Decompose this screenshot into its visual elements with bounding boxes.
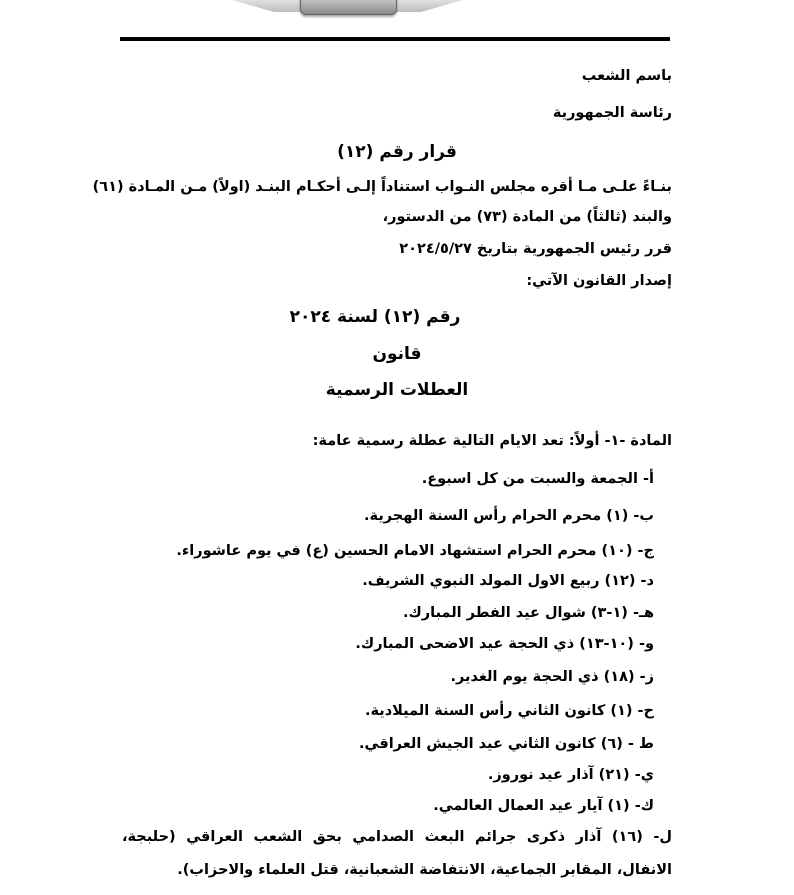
decree-preamble-line-2: والبند (ثالثاً) من المادة (٧٣) من الدستور، [382, 209, 672, 225]
law-type: قانون [372, 344, 422, 364]
header-people: باسم الشعب [581, 68, 672, 84]
decree-preamble-line-3: قرر رئيس الجمهورية بتاريخ ٢٠٢٤/٥/٢٧ [399, 241, 672, 257]
decree-preamble-line-4: إصدار القانون الآتي: [526, 273, 672, 289]
list-item: ب- (١) محرم الحرام رأس السنة الهجرية. [364, 508, 654, 524]
list-item: ك- (١) آيار عيد العمال العالمي. [433, 798, 654, 814]
law-name: العطلات الرسمية [325, 380, 469, 400]
header-rule [120, 37, 670, 41]
list-item: ط - (٦) كانون الثاني عيد الجيش العراقي. [359, 736, 654, 752]
decree-preamble-line-1: بنـاءً علـى مـا أقره مجلس النـواب استناداً إلـى أحكـام البنـد (اولاً) مـن المـادة (٦١) [92, 179, 672, 195]
list-item: د- (١٢) ربيع الاول المولد النبوي الشريف. [362, 573, 654, 589]
decree-title: قرار رقم (١٢) [337, 142, 457, 162]
header-tab-decoration-inner [300, 0, 397, 15]
list-item: ل- (١٦) آذار ذكرى جرائم البعث الصدامي بحق الشعب العراقي (حلبجة، [122, 829, 672, 845]
list-item-continuation: الانفال، المقابر الجماعية، الانتفاضة الشعبانية، قتل العلماء والاحزاب). [177, 862, 672, 878]
list-item: ج- (١٠) محرم الحرام استشهاد الامام الحسين (ع) في يوم عاشوراء. [176, 543, 654, 559]
article-heading: المادة -١- أولاً: تعد الايام التالية عطلة رسمية عامة: [312, 433, 672, 449]
list-item: هـ- (١-٣) شوال عيد الفطر المبارك. [402, 605, 654, 621]
list-item: أ- الجمعة والسبت من كل اسبوع. [421, 471, 654, 487]
list-item: ي- (٢١) آذار عيد نوروز. [487, 767, 654, 783]
list-item: و- (١٠-١٣) ذي الحجة عيد الاضحى المبارك. [355, 636, 654, 652]
law-number: رقم (١٢) لسنة ٢٠٢٤ [289, 307, 461, 327]
list-item: ح- (١) كانون الثاني رأس السنة الميلادية. [364, 703, 654, 719]
list-item: ز- (١٨) ذي الحجة يوم الغدير. [450, 669, 654, 685]
header-presidency: رئاسة الجمهورية [552, 105, 672, 121]
